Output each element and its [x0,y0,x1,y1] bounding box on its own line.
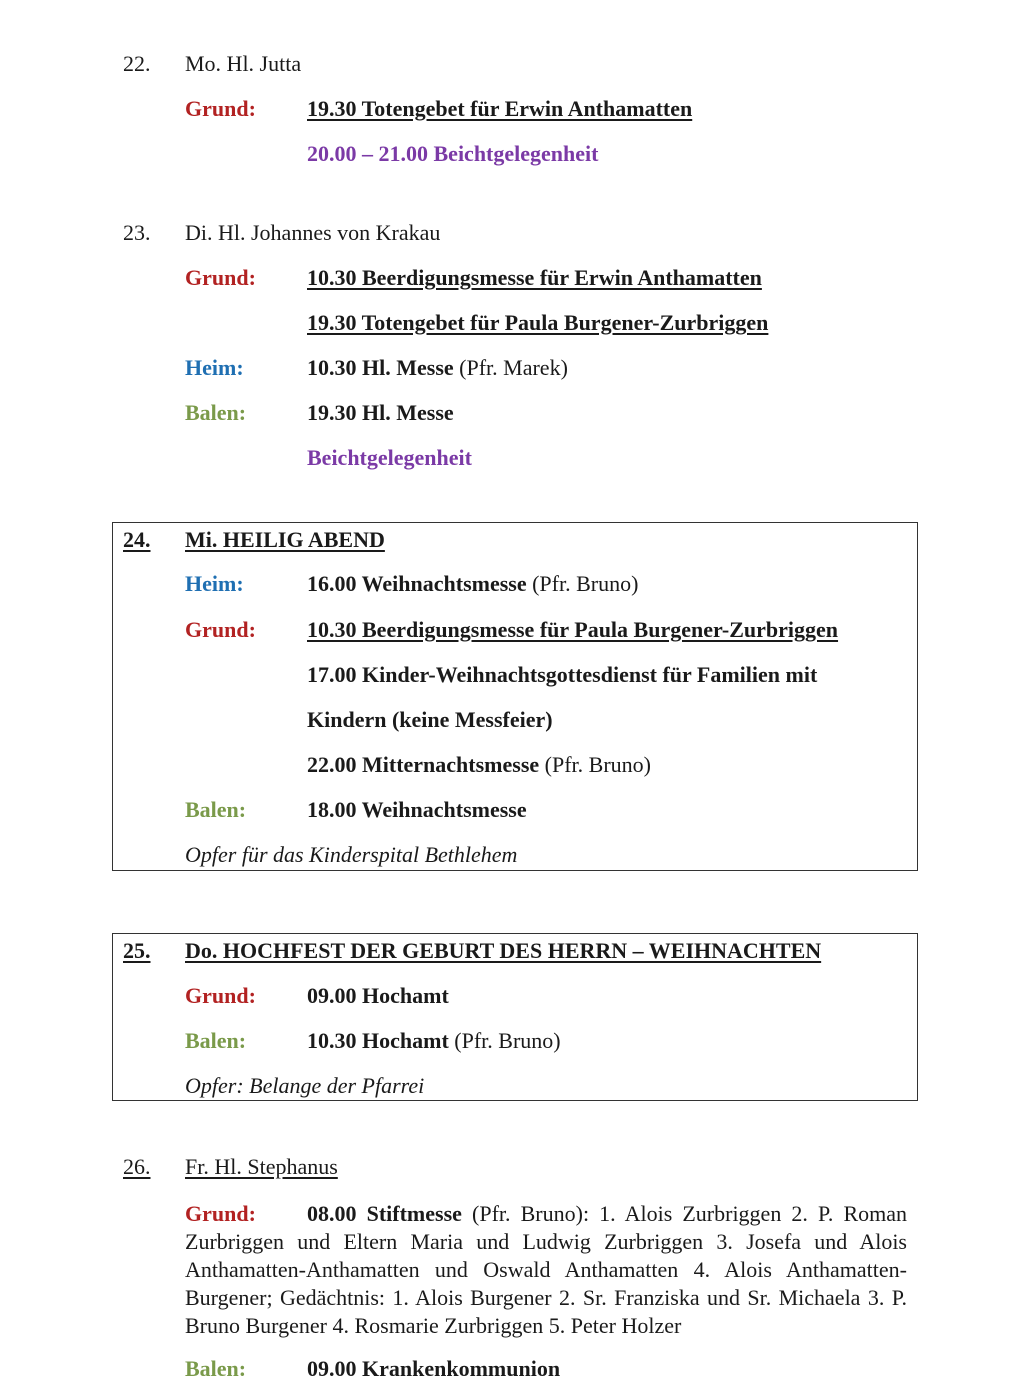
confession-entry: Beichtgelegenheit [307,445,472,470]
service-note: (Pfr. Bruno) [526,571,639,596]
service-entry: 10.30 Beerdigungsmesse für Erwin Anthamatten [307,265,762,290]
confession-entry: 20.00 – 21.00 Beichtgelegenheit [307,141,599,166]
service-entry: 19.30 Totengebet für Paula Burgener-Zurbriggen [307,310,769,335]
location-label-grund: Grund: [185,265,256,290]
service-note: (Pfr. Bruno) [448,1028,561,1053]
service-time: 10.30 Hochamt [307,1028,449,1053]
day-number: 26. [123,1154,151,1179]
location-label-heim: Heim: [185,571,244,596]
day-number: 23. [123,220,151,245]
service-entry [307,752,651,778]
service-time: 22.00 Mitternachtsmesse [307,752,540,777]
service-time: 08.00 Stiftmesse [307,1201,462,1226]
location-label-grund: Grund: [185,617,256,642]
service-entry [307,355,568,381]
location-label-balen: Balen: [185,400,247,425]
service-entry: 19.30 Totengebet für Erwin Anthamatten [307,96,693,121]
stiftmesse-paragraph [185,1200,907,1340]
day-number: 22. [123,51,151,76]
location-label-grund: Grund: [185,983,256,1008]
offering-note: Opfer für das Kinderspital Bethlehem [185,842,518,867]
service-entry: 17.00 Kinder-Weihnachtsgottesdienst für Familien mit [307,662,818,687]
service-entry [307,1028,561,1054]
service-entry: 19.30 Hl. Messe [307,400,454,425]
location-label-heim: Heim: [185,355,244,380]
day-title: Mi. HEILIG ABEND [185,527,385,552]
service-entry: 09.00 Krankenkommunion [307,1356,561,1381]
service-entry: 10.30 Beerdigungsmesse für Paula Burgener-Zurbriggen [307,617,839,642]
stiftmesse-intentions: (Pfr. Bruno): 1. Alois Zurbriggen 2. P. Roman Zurbriggen und Eltern Maria und Ludwig Zurbriggen 3. Josefa und Alois Anthamatten-Anthamatten und Oswald Anthamatten 4. Alois Anthamatten-Burgener; Gedächtnis: 1. Alois Burgener 2. Sr. Franziska und Sr. Michaela 3. P. Bruno Burgener 4. Rosmarie Zurbriggen 5. Peter Holzer [185,1201,907,1338]
offering-note: Opfer: Belange der Pfarrei [185,1073,425,1098]
day-title: Mo. Hl. Jutta [185,51,302,76]
day-title: Do. HOCHFEST DER GEBURT DES HERRN – WEIHNACHTEN [185,938,822,963]
day-title: Di. Hl. Johannes von Krakau [185,220,441,245]
location-label-balen: Balen: [185,1356,247,1381]
location-label-grund: Grund: [185,96,256,121]
day-number: 24. [123,527,151,552]
location-label-grund: Grund: [185,1201,256,1226]
service-note: (Pfr. Bruno) [539,752,651,777]
location-label-balen: Balen: [185,797,247,822]
service-entry: 18.00 Weihnachtsmesse [307,797,527,822]
service-entry: 09.00 Hochamt [307,983,449,1008]
day-title: Fr. Hl. Stephanus [185,1154,338,1179]
location-label-balen: Balen: [185,1028,247,1053]
service-time: 16.00 Weihnachtsmesse [307,571,527,596]
service-time: 10.30 Hl. Messe [307,355,454,380]
service-note: (Pfr. Marek) [453,355,568,380]
service-entry-continued: Kindern (keine Messfeier) [307,707,553,732]
day-number: 25. [123,938,151,963]
service-entry [307,571,638,597]
